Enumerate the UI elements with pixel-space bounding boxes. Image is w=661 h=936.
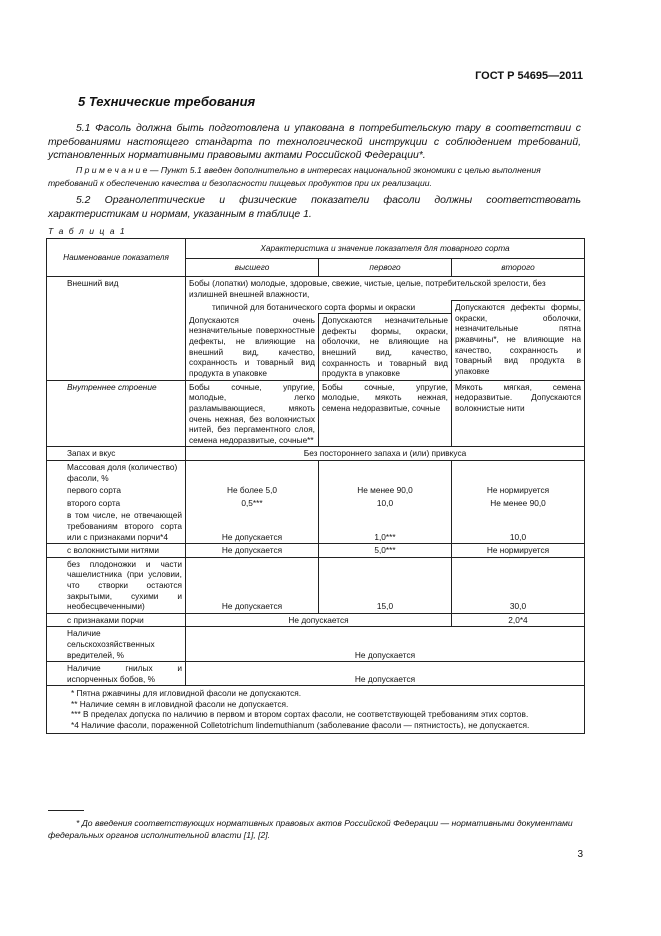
row-stalk-label: без плодоножки и части чашелистника (при условии, что створки остаются закрытыми, сухими и необесцвеченными): [47, 557, 186, 613]
fibers-grade-first: 5,0***: [319, 544, 452, 558]
header-grade-highest: высшего: [186, 259, 319, 277]
structure-grade-second: Мякоть мягкая, семена недоразвитые. Допускаются волокнистые нити: [452, 380, 585, 447]
header-grade-first: первого: [319, 259, 452, 277]
smell-value: Без постороннего запаха и (или) привкуса: [186, 447, 585, 461]
spoil-grades-highest-first: Не допускается: [186, 613, 452, 627]
table-note-3: *** В пределах допуска по наличию в первом и втором сортах фасоли, не соответствующей требованиям этих сортов.: [71, 709, 529, 720]
first-grade-second: Не нормируется: [452, 484, 585, 497]
header-grade-second: второго: [452, 259, 585, 277]
stalk-grade-second: 30,0: [452, 557, 585, 613]
row-first-label: первого сорта: [47, 484, 186, 497]
document-id: ГОСТ Р 54695—2011: [475, 70, 583, 82]
table-caption: Т а б л и ц а 1: [48, 226, 127, 236]
second-grade-highest: 0,5***: [186, 497, 319, 510]
spoil-grade-second: 2,0*4: [452, 613, 585, 627]
appearance-grade-second: Допускаются дефекты формы, окраски, оболочки, незначительные пятна ржавчины*, не влияющие на качество, сохранность и товарный вид продукта в упаковке: [452, 301, 585, 381]
second-grade-first: 10,0: [319, 497, 452, 510]
table-note-1: * Пятна ржавчины для игловидной фасоли не допускаются.: [71, 688, 302, 699]
fibers-grade-second: Не нормируется: [452, 544, 585, 558]
pests-value: Не допускается: [186, 627, 585, 662]
first-grade-highest: Не более 5,0: [186, 484, 319, 497]
row-structure-label: Внутреннее строение: [47, 380, 186, 447]
appearance-typical: типичной для ботанического сорта формы и окраски: [186, 301, 452, 314]
section-title: 5 Технические требования: [78, 94, 256, 109]
stalk-grade-highest: Не допускается: [186, 557, 319, 613]
row-spoil-label: с признаками порчи: [47, 613, 186, 627]
appearance-grade-highest: Допускаются очень незначительные поверхностные дефекты, не влияющие на внешний вид, качество, сохранность и товарный вид продукта в упаковке: [186, 314, 319, 381]
note-paragraph: П р и м е ч а н и е — Пункт 5.1 введен дополнительно в интересах национальной экономики с целью выполнения требований к обеспечению качества и безопасности пищевых продуктов при их реализации.: [48, 165, 541, 188]
rotten-value: Не допускается: [186, 662, 585, 686]
table-note-2: ** Наличие семян в игловидной фасоли не допускается.: [71, 698, 289, 709]
footnote-divider: [48, 810, 84, 811]
incl-grade-highest: Не допускается: [186, 509, 319, 543]
row-fibers-label: с волокнистыми нитями: [47, 544, 186, 558]
incl-grade-first: 1,0***: [319, 509, 452, 543]
appearance-common: Бобы (лопатки) молодые, здоровые, свежие, чистые, целые, потребительской зрелости, без излишней внешней влажности,: [186, 277, 585, 301]
stalk-grade-first: 15,0: [319, 557, 452, 613]
paragraph-5-2: 5.2 Органолептические и физические показатели фасоли должны соответствовать характеристикам и нормам, указанным в таблице 1.: [48, 195, 581, 220]
header-indicator-name: Наименование показателя: [47, 239, 186, 277]
page-number: 3: [577, 849, 583, 860]
row-mass-label: Массовая доля (количество) фасоли, %: [47, 461, 186, 485]
incl-grade-second: 10,0: [452, 509, 585, 543]
structure-grade-highest: Бобы сочные, упругие, молодые, легко разламывающиеся, мякоть очень нежная, без волокнистых нитей, без пергаментного слоя, семена недоразвитые, сочные**: [186, 380, 319, 447]
row-pests-label: Наличие сельскохозяйственных вредителей, %: [47, 627, 186, 662]
fibers-grade-highest: Не допускается: [186, 544, 319, 558]
appearance-grade-first: Допускаются незначительные дефекты формы, окраски, оболочки, не влияющие на внешний вид, качество, сохранность и товарный вид продукта в упаковке: [319, 314, 452, 381]
structure-grade-first: Бобы сочные, упругие, молодые, мякоть нежная, семена недоразвитые, сочные: [319, 380, 452, 447]
footnote: * До введения соответствующих нормативных правовых актов Российской Федерации — нормативными документами федеральных органов исполнительной власти [1], [2].: [48, 818, 573, 840]
requirements-table: [46, 238, 585, 734]
paragraph-5-1: 5.1 Фасоль должна быть подготовлена и упакована в потребительскую тару в соответствии с требованиями настоящего стандарта по технологической инструкции с соблюдением требований, установленных нормативными правовыми актами Российской Федерации*.: [48, 123, 581, 161]
header-grade-group: Характеристика и значение показателя для товарного сорта: [186, 239, 585, 259]
row-rotten-label: Наличие гнилых и испорченных бобов, %: [47, 662, 186, 686]
row-incl-label: в том числе, не отвечающей требованиям второго сорта или с признаками порчи*4: [47, 509, 186, 543]
row-appearance-label: Внешний вид: [47, 277, 186, 381]
table-notes: [47, 686, 585, 733]
first-grade-first: Не менее 90,0: [319, 484, 452, 497]
row-smell-label: Запах и вкус: [47, 447, 186, 461]
row-second-label: второго сорта: [47, 497, 186, 510]
table-note-4: *4 Наличие фасоли, пораженной Colletotrichum lindemuthianum (заболевание фасоли — пятнистость), не допускается.: [71, 720, 530, 731]
second-grade-second: Не менее 90,0: [452, 497, 585, 510]
